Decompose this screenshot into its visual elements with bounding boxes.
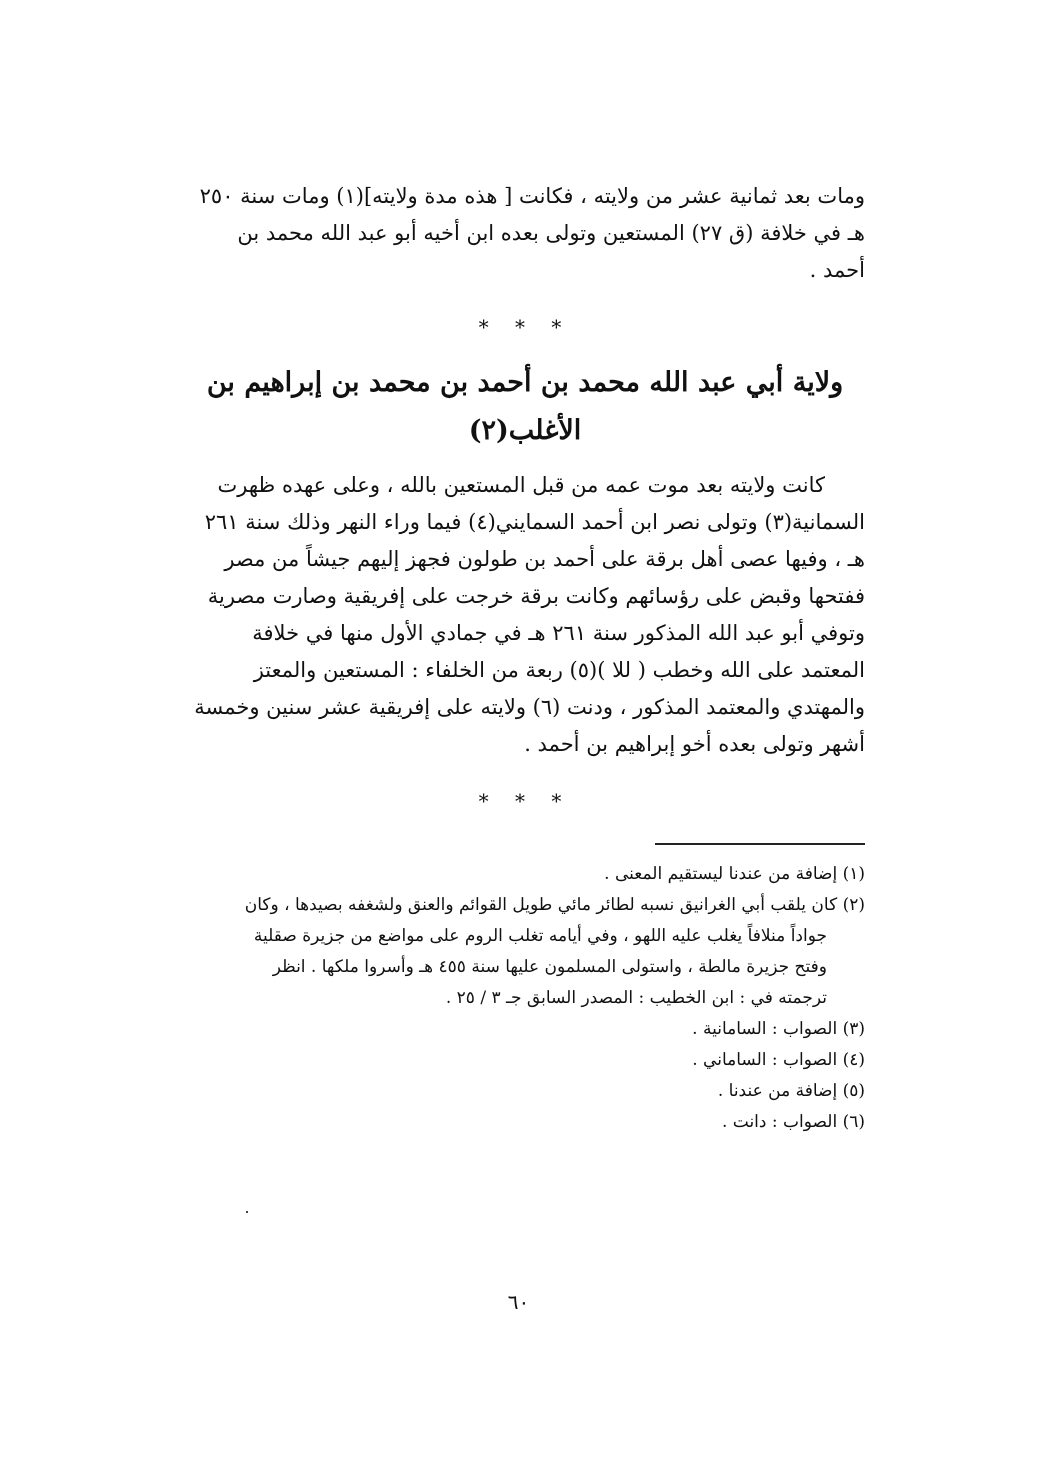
heading-line: ولاية أبي عبد الله محمد بن أحمد بن محمد بن إبراهيم بن: [206, 367, 844, 398]
section-divider: * * *: [478, 789, 572, 813]
text-line: هـ ، وفيها عصى أهل برقة على أحمد بن طولون فجهز إليهم جيشاً من مصر: [224, 547, 865, 571]
footnote-2-line: جواداً منلافاً يغلب عليه اللهو ، وفي أيامه تغلب الروم على مواضع من جزيرة صقلية: [253, 926, 827, 946]
text-line: ومات بعد ثمانية عشر من ولايته ، فكانت [ هذه مدة ولايته](١) ومات سنة ٢٥٠: [199, 184, 865, 208]
text-line: وتوفي أبو عبد الله المذكور سنة ٢٦١ هـ في جمادي الأول منها في خلافة: [252, 621, 865, 645]
footnotes-separator: [655, 843, 865, 845]
text-line: أحمد .: [809, 258, 865, 282]
footnote-4: (٤) الصواب : الساماني .: [692, 1050, 865, 1070]
footnote-1: (١) إضافة من عندنا ليستقيم المعنى .: [604, 864, 865, 884]
text-line: أشهر وتولى بعده أخو إبراهيم بن أحمد .: [524, 732, 865, 756]
scan-speck: [246, 1211, 248, 1213]
text-line: ففتحها وقبض على رؤسائهم وكانت برقة خرجت على إفريقية وصارت مصرية: [207, 584, 865, 608]
text-line: المعتمد على الله وخطب ( للا )(٥) ربعة من الخلفاء : المستعين والمعتز: [253, 658, 865, 682]
section-heading: [185, 359, 865, 455]
page-body: [185, 178, 865, 1138]
text-line: السمانية(٣) وتولى نصر ابن أحمد السمايني(٤) فيما وراء النهر وذلك سنة ٢٦١: [204, 510, 865, 534]
top-paragraph: [185, 178, 865, 289]
section-divider: * * *: [478, 315, 572, 339]
heading-line: الأغلب(٢): [468, 415, 582, 446]
footnote-2-line: وفتح جزيرة مالطة ، واستولى المسلمون عليها سنة ٤٥٥ هـ وأسروا ملكها . انظر: [272, 957, 827, 977]
footnote-3: (٣) الصواب : السامانية .: [692, 1019, 865, 1039]
footnote-2-line: (٢) كان يلقب أبي الغرانيق نسبه لطائر مائي طويل القوائم والعنق ولشغفه بصيدها ، وكان: [244, 895, 865, 915]
footnote-6: (٦) الصواب : دانت .: [721, 1112, 865, 1132]
text-line: والمهتدي والمعتمد المذكور ، ودنت (٦) ولايته على إفريقية عشر سنين وخمسة: [194, 695, 865, 719]
footnote-5: (٥) إضافة من عندنا .: [717, 1081, 865, 1101]
text-line: هـ في خلافة (ق ٢٧) المستعين وتولى بعده ابن أخيه أبو عبد الله محمد بن: [237, 221, 865, 245]
text-line: كانت ولايته بعد موت عمه من قبل المستعين بالله ، وعلى عهده ظهرت: [217, 473, 825, 497]
page-number: ٦٠: [507, 1290, 530, 1314]
footnotes: [185, 859, 865, 1138]
footnote-2-line: ترجمته في : ابن الخطيب : المصدر السابق جـ ٣ / ٢٥ .: [445, 988, 827, 1008]
main-paragraph: [185, 467, 865, 763]
